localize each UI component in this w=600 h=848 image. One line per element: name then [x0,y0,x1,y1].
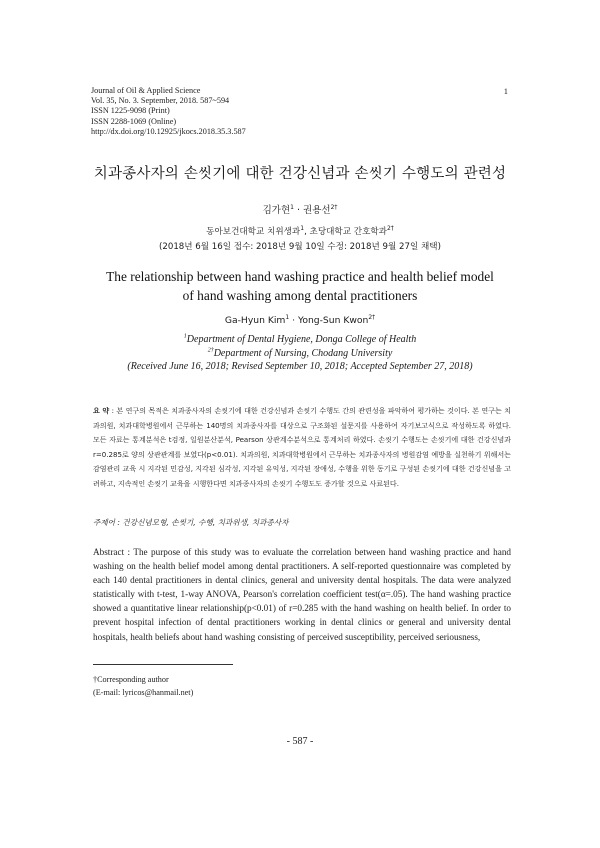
affil-1-ko-sup: 1 [300,225,305,233]
affil-1-ko: 동아보건대학교 치위생과 [206,227,301,237]
abstract-en-label: Abstract [93,547,125,557]
issn-online: ISSN 2288-1069 (Online) [91,116,177,126]
footnote-divider [93,664,233,665]
author-1-ko: 김가현 [262,205,291,216]
affil-separator-ko: , [304,227,310,237]
abstract-english [93,545,511,644]
affil-2-ko: 초당대학교 간호학과 [309,227,387,237]
author-2-ko-sup: 2† [330,203,338,211]
abstract-en-text: : The purpose of this study was to evaluate the correlation between hand washing practice and hand washing on the health belief model among dental practitioners. A self-reported questionnaire was completed by each 140 dental practitioners in dental clinics, general and university dental hospitals. The data were analyzed statistically with t-test, 1-way ANOVA, Pearson's correlation coefficient test(α=.05). The hand washing practice showed a quantitative linear relationship(p<0.01) of r=0.285 with the hand washing on health belief. In order to prevent hospital infection of dental practitioners working in dental clinics or general and university dental hospitals, health beliefs about hand washing consisting of perceived susceptibility, perceived seriousness, [93,547,512,642]
corresponding-author-email: (E-mail: lyricos@hanmail.net) [93,688,194,697]
affil-en-dept2: Department of Nursing, Chodang University [213,347,393,359]
author-separator-ko: · [293,205,304,216]
authors-english [0,315,600,326]
affil-en-line1 [0,333,600,347]
affiliations-english [0,333,600,374]
affiliations-korean [0,225,600,237]
footnote [93,673,393,699]
author-2-en-sup: 2† [368,313,376,321]
page-number-top: 1 [503,86,508,96]
author-1-en-sup: 1 [285,313,290,321]
affil-2-ko-sup: 2† [386,225,394,233]
title-en-line2: of hand washing among dental practitioners [182,288,418,303]
affil-en-dept1: Department of Dental Hygiene, Donga College of Health [186,334,417,345]
authors-korean [0,202,600,216]
affil-en-sup2: 2† [207,347,214,354]
journal-name: Journal of Oil & Applied Science [91,86,201,95]
abstract-ko-label: 요 약 [93,406,110,415]
issn-print: ISSN 1225-9098 (Print) [91,106,170,116]
title-english [0,267,600,305]
abstract-korean [93,404,511,491]
corresponding-author-label: †Corresponding author [93,675,169,684]
journal-info [91,86,411,137]
abstract-ko-text: : 본 연구의 목적은 치과종사자의 손씻기에 대한 건강신념과 손씻기 수행도 간의 관련성을 파악하여 평가하는 것이다. 본 연구는 치과의원, 치과대학병원에서 근무하는 140명의 치과종사자를 대상으로 구조화된 설문지를 사용하여 자기보고식으로 작성하도록 하였다. 모든 자료는 통계분석은 t검정, 일원분산분석, Pearson 상관계수분석으로 통계처리 하였다. 손씻기 수행도는 손씻기에 대한 건강신념과 r=0.285로 양의 상관관계를 보였다(p<0.01). 치과의원, 치과대학병원에서 근무하는 치과종사자의 병원감염 예방을 실천하기 위해서는 감염관리 교육 시 지각된 민감성, 지각된 심각성, 지각된 유익성, 지각된 장애성, 수행을 위한 동기로 구성된 손씻기에 대한 건강신념을 고려하고, 지속적인 손씻기 교육을 시행한다면 치과종사자의 손씻기 수행도도 증가할 것으로 사료된다. [93,406,511,488]
journal-volume: Vol. 35, No. 3. September, 2018. 587~594 [91,96,230,106]
title-en-line1: The relationship between hand washing practice and health belief model [106,269,494,284]
doi-link[interactable]: http://dx.doi.org/10.12925/jkocs.2018.35.3.587 [91,126,246,136]
affil-en-sup1: 1 [183,333,187,340]
author-1-ko-sup: 1 [290,203,294,211]
author-separator-en: · [289,315,298,326]
author-2-ko: 권용선 [303,205,331,216]
dates-english: (Received June 16, 2018; Revised September 10, 2018; Accepted September 27, 2018) [127,361,473,372]
author-1-en: Ga-Hyun Kim [224,315,286,326]
dates-korean: (2018년 6월 16일 접수: 2018년 9월 10일 수정: 2018년 9월 27일 채택) [159,242,441,252]
page-number-bottom: - 587 - [286,736,314,747]
keywords-korean: 주제어 : 건강신념모형, 손씻기, 수행, 치과위생, 치과종사자 [93,518,289,527]
author-2-en: Yong-Sun Kwon [297,315,369,326]
affil-en-line2 [0,347,600,361]
title-korean: 치과종사자의 손씻기에 대한 건강신념과 손씻기 수행도의 관련성 [93,166,507,182]
